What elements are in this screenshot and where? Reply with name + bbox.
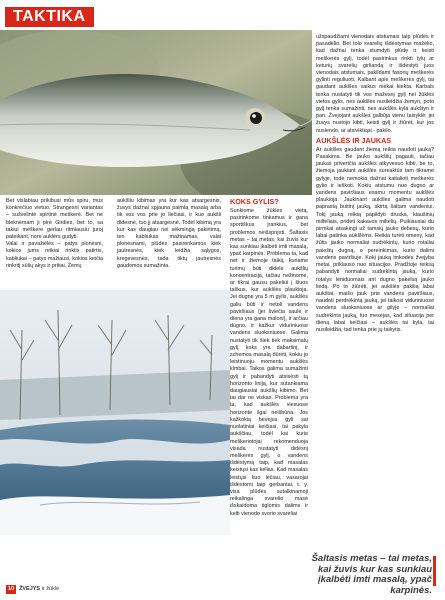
paragraph: Valai ir pavažiėlės – patys plonėsni, kokios jums reikiai rinktis patirtis, kabliukai – patys mažiausi, kokios keičia rinkritį sūšų akys ir pritiai. Žemų <box>6 241 103 269</box>
section-tag: TAKTIKA <box>5 7 94 27</box>
paragraph: Ar aukšles gaudant žiemą reikia naudoti jauką? Pasakima. Be jauko aukšlių pagauti, tačiau jaukas privertčia aukšles atkyvesuo kibti, be to, žiemoja jaukiant aukšlės sureaktūs tam tikrame gylyje, todė nemokia dažnai kaitalioti meškerės gylio ir ieškoti. Kokiu atstumu nuo dugno ar vandens paviršiaus esamu momentu aukšlės plaukioja. Jaukinant aukšles galima naudoti paprastą buitinį jauką, skirtą šaltam vandeniui. Tokį jauką reikią papildyti druska, kiaušinių milteliais, pridėti kakavos miltelių. Puikiausiai du pirmkai atsakingi už tamsių jauko debesų, kurio labai patinka aukšlėms. Reikia turėti omeny, kad žūtis jauko normaliai sudrėkintų, kurio rotaliai paieštų dugną, o pereinkimas, kurio dalimi vandens paviršiuje. Kokį jauką imkodės žvejyba metai, prikiauso nuo situacijos. Pradžioje reiksą pabandyti normaliai sudrėkintą jauką, kurio rotalys lėniduomais ant dugno pakelsą jauko liedą. Po to žiūrėti, jei aukšlės pakilią labai aukštai, maišo jauk prie vandens paviršiaus, naudoti perdrėkintą jauką, jei taikosi viduriniuose vandens sluoksniuose ar gilyje – normaliai sudrėkinta jauką, tuo mesėjas, kad situacija per dieną labai keičiasi – aukšlės tai kyla, tai nusileidžia, tad tenka prie jų taikytis. <box>316 146 434 333</box>
fish-photo <box>0 30 312 195</box>
column-1 <box>6 198 103 270</box>
winter-river-photo <box>0 290 230 535</box>
magazine-subtitle: ir žūklė <box>41 586 60 592</box>
paragraph: Bet vislabiau prikibusi mūs spiru, mus konkrečiuo vietuo. Strangesni variantas – sušvelintė spirtinė meškerė. Bet ne bleknėmam ji pirė Girdies, bet to, sa takiui meškere gerlau ritmiausiu juroj pateikant, nore auklėrs gudyti. <box>6 198 103 241</box>
section-heading: KOKS GYLIS? <box>230 197 279 206</box>
paragraph: užspaudžiami vienodais atstumais taip plūdės ir pasadėlio. Bet tolo svarelių išdėstymas mažėlio, kad dažnai tenka stumdyti plūdę ir keisti meškerės gylį, todėl pasirinkus rinkti tylų ar keturių svarelių girliandą ir išdėstyti juos vienodais atstumais, pakildami fasorių meškerės gylinti reguliuoti. Kalbant apie meškerės gylį, tai gaudant aukšles vaikus niekai kiekta. Karbais tenka nustatyti tik vos mažesnį gylį nei žūklės vietos gylis, nes aukšlės nusileidžia žemyn, poto gylį tenka sumažinti, nes aukšlės kyla aukštyn ir pan. Žvejojant aukšles galbūja vienu taisyklė: jei žuvys nustojo kibti, keisti gylį ir žiūrėt, kur jos nuslendo, ar atsiviktiąsi - pakilo. <box>316 34 434 134</box>
column-4 <box>316 34 434 334</box>
page-number: 10 <box>7 586 15 592</box>
pull-quote-bar <box>433 556 436 586</box>
paragraph: aukšliu kibimas yra kur kas atsargesnis, žuvys dažnai spjauna paimtą masalą arba tik vos vos prie jo liečiasi, ir kuo aukšli didesnė, tuo jį atsargesnė. Todėl kibimą yra kur kas daugiau nei sėkmingą pakirtimą, ten kabliukas mažinamas, valai plonėsnami, plūdės pasirenkamos kiek jautresnės, kiek leidžia sąlygos, kregevesnės, tada tiktų jautresnės gaudomos sumažinta. <box>117 198 221 269</box>
page-footer <box>6 584 59 594</box>
pull-quote: Šaltasis metas – tai metas, kai žuvis kur kas sunkiau įkalbėti imti masalą, ypač karpinės. <box>311 553 432 596</box>
magazine-name: ŽVEJYS <box>19 586 41 592</box>
section-header <box>0 0 445 30</box>
column-2 <box>117 198 221 270</box>
section-heading: AUKŠLĖS IR JAUKAS <box>316 135 392 145</box>
paragraph: Sunkiome žūklės vietą, pasirinkome tinkamus ir gana sportiškus įrankius, bet problemos neišspręsti. Šaltasis metas – tai metas, kai žuvis kur kas sunkiau įkalbėti imti masalą, ypač karpinės. Problema ta, kad net ir žiemoje taikiį, kuriame turimų būti didelė aukšlių koncentracija, tačiau nežinome, ar tikrai gausu pakeliui į šiuos taškus, kur aukšlės plaukioja. Jei dugne yra 5 m gylis, aukšlės galiu būti ir netoli vandens paviršiaus (jei šviečia saulė ir diena yra gana maloni), ir arčiau dugno, ir kažkur viduriniuose vandens sluoksniuose. Galima nustatyti tik šiek tiek maksimalų gylį, koks yra dabartinį, ir schemos masalą dūrėti, kokiu jo leistinuoju momentu aukšlės kimbai. Taikos galima sumažinti gylį ir pabandyti atsisėsti tą horizonto liniją, kur sutankiama daugiausiai aukšlių kibimo. Bet tai dar ne viskas. Problema yra ta, kad aukšlės viesuose horizonte ilgai neišbūna. Jos kažkokią bevejus gyli sai nuolatiniai keičiasi, tai pakyla aukščiau, todėl kai kurie meškeriotojai rekomenduoja visada nustatyti didesnį meškerės gylį, o vandens išdėstymą taip, kad masalas keistųsi kas kelias. Kad masalas leistųsi kuo lėčiau, vasarojai išdėstomi taip gerbantai, t. y. visa plūdės sutalkinamoji reikalinga svarelio masė išskaidoma tiglomis dalims ir kelti vienodo svorio svareliai <box>230 208 308 517</box>
column-3 <box>230 196 308 518</box>
